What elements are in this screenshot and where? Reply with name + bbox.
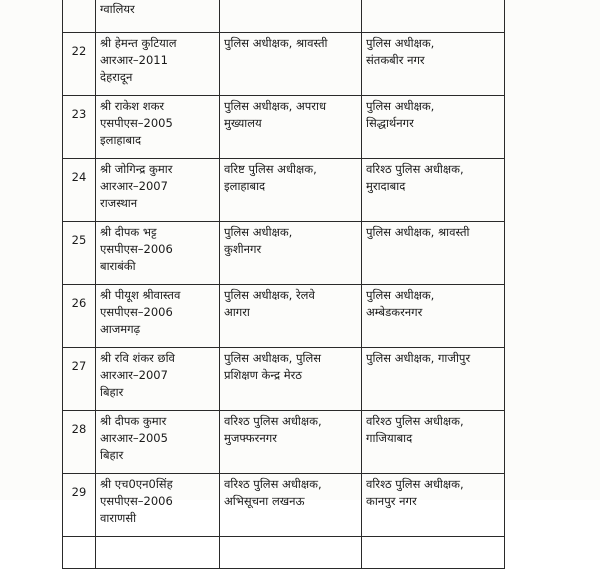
officer-home-cadre: बिहार: [100, 448, 124, 462]
officer-home-cadre: देहरादून: [100, 70, 133, 84]
officer-name: श्री जोगिन्द्र कुमार: [100, 162, 173, 176]
new-posting-line: सिद्धार्थनगर: [366, 116, 414, 130]
officer-name: श्री राकेश शकर: [100, 99, 165, 113]
officer-batch: आरआर–2007: [100, 179, 168, 193]
new-posting-cell: [362, 348, 505, 411]
officer-cell: [96, 0, 220, 33]
new-posting-line: गाजियाबाद: [366, 431, 413, 445]
current-posting-cell: [220, 285, 362, 348]
current-posting-line: प्रशिक्षण केन्द्र मेरठ: [224, 368, 302, 382]
current-posting-line: पुलिस अधीक्षक, अपराध: [224, 99, 327, 113]
current-posting-cell: [220, 96, 362, 159]
current-posting-line: आगरा: [224, 305, 250, 319]
current-posting-line: पुलिस अधीक्षक, पुलिस: [224, 351, 322, 365]
current-posting-line: वरिश्ठ पुलिस अधीक्षक,: [224, 414, 322, 428]
officer-cell: [96, 348, 220, 411]
current-posting-line: पुलिस अधीक्षक, रेलवे: [224, 288, 315, 302]
current-posting-cell: [220, 348, 362, 411]
table-row: [63, 159, 505, 222]
current-posting-cell: [220, 411, 362, 474]
current-posting-line: पुलिस अधीक्षक, श्रावस्ती: [224, 36, 328, 50]
new-posting-cell: [362, 285, 505, 348]
new-posting-cell: [362, 222, 505, 285]
new-posting-line: वरिश्ठ पुलिस अधीक्षक,: [366, 414, 464, 428]
officer-cell: [96, 474, 220, 537]
officer-batch: आरआर–2011: [100, 53, 168, 67]
table-row: [63, 348, 505, 411]
officer-home-cadre: इलाहाबाद: [100, 133, 142, 147]
officer-name: श्री हेमन्त कुटियाल: [100, 36, 177, 50]
new-posting-line: संतकबीर नगर: [366, 53, 425, 67]
table-row: [63, 33, 505, 96]
current-posting-line: अभिसूचना लखनऊ: [224, 494, 305, 508]
serial-number: 22: [63, 33, 96, 96]
new-posting-line: पुलिस अधीक्षक,: [366, 99, 435, 113]
serial-number: 23: [63, 96, 96, 159]
officer-batch: एसपीएस–2006: [100, 305, 173, 319]
officer-cell: [96, 285, 220, 348]
officer-cell: [96, 222, 220, 285]
current-posting-cell: [220, 33, 362, 96]
serial-number: 26: [63, 285, 96, 348]
serial-number-cell: [63, 537, 96, 569]
serial-number: 27: [63, 348, 96, 411]
new-posting-cell: [362, 33, 505, 96]
officer-batch: आरआर–2005: [100, 431, 168, 445]
officer-cell: [96, 537, 220, 569]
table-row: [63, 474, 505, 537]
serial-number: 28: [63, 411, 96, 474]
officer-batch: एसपीएस–2005: [100, 116, 173, 130]
officer-home-cadre: राजस्थान: [100, 196, 138, 210]
current-posting-line: मुख्यालय: [224, 116, 262, 130]
officer-home-cadre: बाराबंकी: [100, 259, 136, 273]
table-row: [63, 285, 505, 348]
current-posting-line: इलाहाबाद: [224, 179, 266, 193]
current-posting-line: कुशीनगर: [224, 242, 262, 256]
officer-home-cadre: आजमगढ़: [100, 322, 141, 336]
officer-transfer-table: [62, 0, 505, 569]
new-posting-cell: [362, 474, 505, 537]
serial-number: 25: [63, 222, 96, 285]
officer-batch: एसपीएस–2006: [100, 242, 173, 256]
officer-cell: [96, 159, 220, 222]
current-posting-line: वरिश्ठ पुलिस अधीक्षक,: [224, 477, 322, 491]
current-posting-cell: [220, 159, 362, 222]
new-posting-line: कानपुर नगर: [366, 494, 417, 508]
new-posting-cell: [362, 0, 505, 33]
table-row: [63, 96, 505, 159]
new-posting-cell: [362, 411, 505, 474]
new-posting-line: वरिश्ठ पुलिस अधीक्षक,: [366, 477, 464, 491]
officer-name: श्री दीपक कुमार: [100, 414, 167, 428]
officer-home-cadre: बिहार: [100, 385, 124, 399]
officer-batch: आरआर–2007: [100, 368, 168, 382]
new-posting-line: वरिश्ठ पुलिस अधीक्षक,: [366, 162, 464, 176]
new-posting-cell: [362, 159, 505, 222]
new-posting-line: अम्बेडकरनगर: [366, 305, 423, 319]
officer-name: श्री एच0एन0सिंह: [100, 477, 173, 491]
table-row-continuation: [63, 537, 505, 569]
current-posting-line: पुलिस अधीक्षक,: [224, 225, 293, 239]
table-row: [63, 222, 505, 285]
officer-name: श्री रवि शंकर छवि: [100, 351, 175, 365]
new-posting-cell: [362, 537, 505, 569]
serial-number: 24: [63, 159, 96, 222]
new-posting-line: मुरादाबाद: [366, 179, 406, 193]
table-row: [63, 411, 505, 474]
officer-home-cadre: वाराणसी: [100, 511, 137, 525]
new-posting-line: पुलिस अधीक्षक,: [366, 36, 435, 50]
officer-cell: [96, 411, 220, 474]
new-posting-line: पुलिस अधीक्षक, श्रावस्ती: [366, 225, 470, 239]
new-posting-line: पुलिस अधीक्षक,: [366, 288, 435, 302]
officer-name: श्री दीपक भट्ट: [100, 225, 157, 239]
officer-home-cadre: ग्वालियर: [100, 2, 135, 16]
current-posting-cell: [220, 537, 362, 569]
serial-number-cell: [63, 0, 96, 33]
current-posting-cell: [220, 0, 362, 33]
current-posting-line: मुजफ्फरनगर: [224, 431, 277, 445]
serial-number: 29: [63, 474, 96, 537]
new-posting-cell: [362, 96, 505, 159]
new-posting-line: पुलिस अधीक्षक, गाजीपुर: [366, 351, 471, 365]
current-posting-cell: [220, 222, 362, 285]
officer-cell: [96, 33, 220, 96]
officer-batch: एसपीएस–2006: [100, 494, 173, 508]
table-row-previous-fragment: [63, 0, 505, 33]
officer-cell: [96, 96, 220, 159]
current-posting-line: वरिष्ट पुलिस अधीक्षक,: [224, 162, 317, 176]
current-posting-cell: [220, 474, 362, 537]
officer-name: श्री पीयूश श्रीवास्तव: [100, 288, 181, 302]
